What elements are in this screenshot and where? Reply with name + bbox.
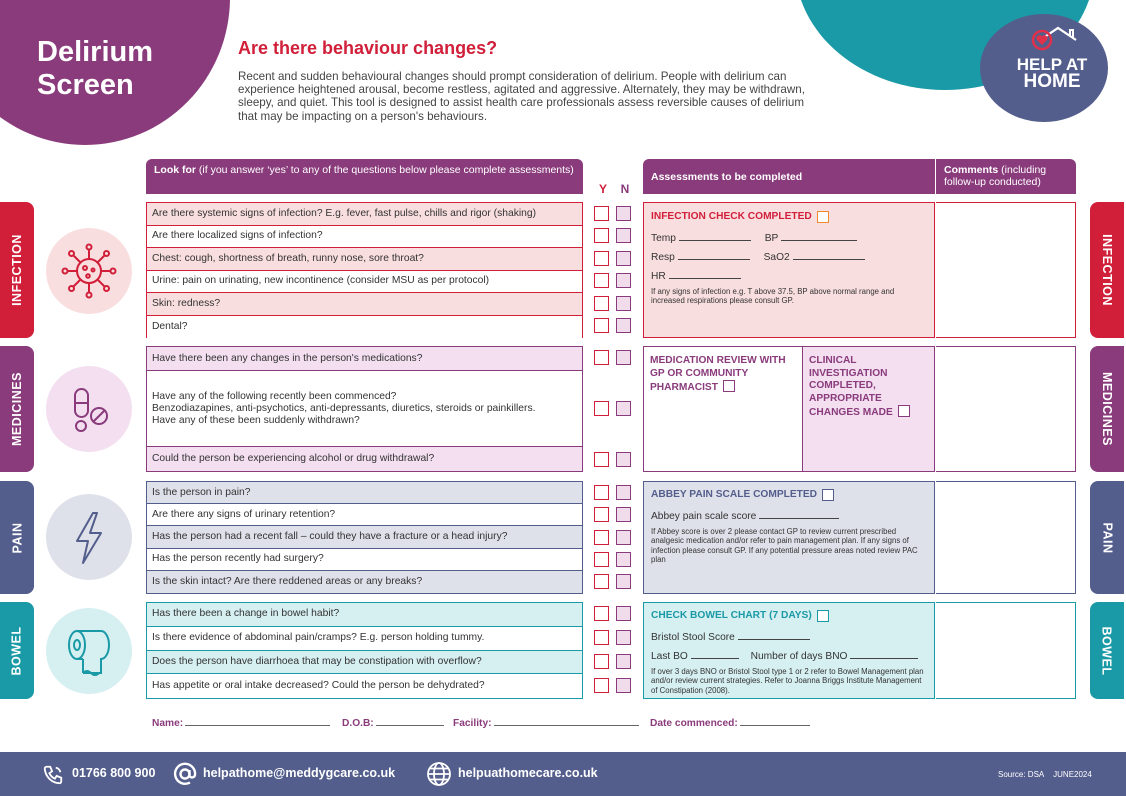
question-row: Does the person have diarrhoea that may be constipation with overflow? bbox=[147, 651, 582, 675]
bowel-comments[interactable] bbox=[936, 602, 1076, 699]
no-checkbox[interactable] bbox=[616, 318, 631, 333]
dob-field[interactable] bbox=[376, 717, 444, 726]
yes-checkbox[interactable] bbox=[594, 678, 609, 693]
yes-checkbox[interactable] bbox=[594, 401, 609, 416]
no-checkbox[interactable] bbox=[616, 206, 631, 221]
look-for-header: Look for (if you answer ‘yes’ to any of the questions below please complete assessments) bbox=[146, 159, 583, 194]
abbey-pain-checkbox[interactable] bbox=[822, 489, 834, 501]
lightning-bolt-icon bbox=[59, 507, 119, 567]
question-row: Has the person recently had surgery? bbox=[147, 549, 582, 571]
medication-review-checkbox[interactable] bbox=[723, 380, 735, 392]
source-note: Source: DSA JUNE2024 bbox=[998, 770, 1092, 779]
question-row: Urine: pain on urinating, new incontinence (consider MSU as per protocol) bbox=[147, 271, 582, 294]
temp-field[interactable] bbox=[679, 231, 751, 241]
pain-note: If Abbey score is over 2 please contact GP to review current prescribed analgesic medication and/or refer to pain management plan. If any signs of infection please consult GP. If any potential pressure areas noted review PAC plan bbox=[651, 526, 918, 565]
pain-tab: PAIN bbox=[0, 481, 34, 594]
no-checkbox[interactable] bbox=[616, 296, 631, 311]
question-row: Has the person had a recent fall – could they have a fracture or a head injury? bbox=[147, 526, 582, 548]
no-column-header: N bbox=[620, 182, 630, 196]
yes-checkbox[interactable] bbox=[594, 552, 609, 567]
email-address: helpathome@meddygcare.co.uk bbox=[203, 766, 396, 780]
no-checkbox[interactable] bbox=[616, 552, 631, 567]
question-row: Could the person be experiencing alcohol or drug withdrawal? bbox=[147, 447, 582, 471]
yes-checkbox[interactable] bbox=[594, 228, 609, 243]
infection-tab-right: INFECTION bbox=[1090, 202, 1124, 338]
virus-icon bbox=[59, 241, 119, 301]
last-bo-field[interactable] bbox=[691, 649, 739, 659]
question-row: Is there evidence of abdominal pain/cramps? E.g. person holding tummy. bbox=[147, 627, 582, 651]
pain-icon-circle bbox=[46, 494, 132, 580]
question-row: Dental? bbox=[147, 316, 582, 339]
at-sign-icon bbox=[172, 761, 198, 787]
yes-checkbox[interactable] bbox=[594, 452, 609, 467]
bowel-assessment: CHECK BOWEL CHART (7 DAYS) Bristol Stool Score Last BO Number of days BNO If over 3 days BNO or Bristol Stool type 1 or 2 refer to Bowel Management plan and/or review current strategies. Refer to Joanna Briggs Institute Management of Constipation (2008). bbox=[643, 602, 935, 699]
intro-paragraph: Recent and sudden behavioural changes should prompt consideration of delirium. People with delirium can experience heightened arousal, become restless, agitated and aggressive. Alternately, they may be withdrawn, sleepy, and quiet. This tool is designed to assist health care professionals assess reversible causes of delirium that may be impacting on a person's behaviours. bbox=[238, 70, 805, 123]
globe-icon bbox=[426, 761, 452, 787]
sao2-field[interactable] bbox=[793, 250, 865, 260]
infection-note: If any signs of infection e.g. T above 37.5, BP above normal range and increased respirations please consult GP. bbox=[651, 286, 895, 306]
yes-checkbox[interactable] bbox=[594, 606, 609, 621]
help-at-home-logo: HELP AT HOME bbox=[1012, 30, 1092, 100]
no-checkbox[interactable] bbox=[616, 507, 631, 522]
bp-field[interactable] bbox=[781, 231, 857, 241]
question-row: Have any of the following recently been commenced? Benzodiazapines, anti-psychotics, anti-depressants, diuretics, steroids or painkillers. Have any of these been suddenly withdrawn? bbox=[147, 371, 582, 447]
footer-bar bbox=[0, 752, 1126, 796]
section-heading: Are there behaviour changes? bbox=[238, 38, 498, 58]
yes-checkbox[interactable] bbox=[594, 251, 609, 266]
bowel-note: If over 3 days BNO or Bristol Stool type 1 or 2 refer to Bowel Management plan and/or review current strategies. Refer to Joanna Briggs Institute Management of Constipation (2008). bbox=[651, 666, 924, 695]
no-checkbox[interactable] bbox=[616, 273, 631, 288]
infection-comments[interactable] bbox=[936, 202, 1076, 338]
question-row: Chest: cough, shortness of breath, runny nose, sore throat? bbox=[147, 248, 582, 271]
hr-field[interactable] bbox=[669, 269, 741, 279]
no-checkbox[interactable] bbox=[616, 452, 631, 467]
yes-checkbox[interactable] bbox=[594, 507, 609, 522]
yes-checkbox[interactable] bbox=[594, 530, 609, 545]
infection-assessment: INFECTION CHECK COMPLETED Temp BP Resp SaO2 HR If any signs of infection e.g. T above 37.5, BP above normal range and increased respirations please consult GP. bbox=[643, 202, 935, 338]
name-field[interactable] bbox=[185, 717, 330, 726]
no-checkbox[interactable] bbox=[616, 485, 631, 500]
bowel-tab: BOWEL bbox=[0, 602, 34, 699]
infection-tab: INFECTION bbox=[0, 202, 34, 338]
page-title: Delirium Screen bbox=[37, 36, 154, 101]
clinical-investigation-checkbox[interactable] bbox=[898, 405, 910, 417]
days-bno-field[interactable] bbox=[850, 649, 918, 659]
medicines-icon-circle bbox=[46, 366, 132, 452]
toilet-roll-icon bbox=[59, 621, 119, 681]
facility-field[interactable] bbox=[494, 717, 639, 726]
pain-tab-right: PAIN bbox=[1090, 481, 1124, 594]
abbey-score-field[interactable] bbox=[759, 509, 839, 519]
yes-checkbox[interactable] bbox=[594, 206, 609, 221]
date-commenced-field[interactable] bbox=[740, 717, 810, 726]
bowel-icon-circle bbox=[46, 608, 132, 694]
medicines-tab: MEDICINES bbox=[0, 346, 34, 472]
resp-field[interactable] bbox=[678, 250, 750, 260]
yes-checkbox[interactable] bbox=[594, 630, 609, 645]
yes-checkbox[interactable] bbox=[594, 273, 609, 288]
question-row: Are there systemic signs of infection? E.g. fever, fast pulse, chills and rigor (shaking) bbox=[147, 203, 582, 226]
no-checkbox[interactable] bbox=[616, 350, 631, 365]
question-row: Are there any signs of urinary retention? bbox=[147, 504, 582, 526]
question-row: Has there been a change in bowel habit? bbox=[147, 603, 582, 627]
yes-checkbox[interactable] bbox=[594, 296, 609, 311]
medicines-assessment: MEDICATION REVIEW WITH GP OR COMMUNITY PHARMACIST CLINICAL INVESTIGATION COMPLETED, APPROPRIATE CHANGES MADE bbox=[643, 346, 935, 472]
bowel-tab-right: BOWEL bbox=[1090, 602, 1124, 699]
infection-check-checkbox[interactable] bbox=[817, 211, 829, 223]
yes-checkbox[interactable] bbox=[594, 350, 609, 365]
medicines-comments[interactable] bbox=[936, 346, 1076, 472]
question-row: Has appetite or oral intake decreased? Could the person be dehydrated? bbox=[147, 674, 582, 698]
question-row: Is the person in pain? bbox=[147, 482, 582, 504]
bowel-questions bbox=[146, 602, 583, 699]
pain-assessment: ABBEY PAIN SCALE COMPLETED Abbey pain scale score If Abbey score is over 2 please contact GP to review current prescribed analgesic medication and/or refer to pain management plan. If any signs of infection please consult GP. If any potential pressure areas noted review PAC plan bbox=[643, 481, 935, 594]
yes-checkbox[interactable] bbox=[594, 654, 609, 669]
no-checkbox[interactable] bbox=[616, 654, 631, 669]
pain-questions bbox=[146, 481, 583, 594]
comments-header: Comments (including follow-up conducted) bbox=[936, 159, 1076, 194]
yes-column-header: Y bbox=[598, 182, 607, 196]
pain-comments[interactable] bbox=[936, 481, 1076, 594]
no-checkbox[interactable] bbox=[616, 251, 631, 266]
medicines-questions bbox=[146, 346, 583, 472]
question-row: Have there been any changes in the person's medications? bbox=[147, 347, 582, 371]
bowel-chart-checkbox[interactable] bbox=[817, 610, 829, 622]
question-row: Skin: redness? bbox=[147, 293, 582, 316]
infection-questions bbox=[146, 202, 583, 338]
no-checkbox[interactable] bbox=[616, 228, 631, 243]
question-row: Are there localized signs of infection? bbox=[147, 226, 582, 249]
no-checkbox[interactable] bbox=[616, 530, 631, 545]
no-checkbox[interactable] bbox=[616, 574, 631, 589]
yes-checkbox[interactable] bbox=[594, 574, 609, 589]
infection-icon-circle bbox=[46, 228, 132, 314]
phone-icon bbox=[42, 764, 64, 786]
phone-number: 01766 800 900 bbox=[72, 766, 156, 780]
website-url: helpuathomecare.co.uk bbox=[458, 766, 598, 780]
house-heart-icon bbox=[1018, 26, 1082, 54]
yes-checkbox[interactable] bbox=[594, 318, 609, 333]
pills-icon bbox=[59, 379, 119, 439]
assessments-header: Assessments to be completed bbox=[643, 159, 935, 194]
medicines-tab-right: MEDICINES bbox=[1090, 346, 1124, 472]
question-row: Is the skin intact? Are there reddened areas or any breaks? bbox=[152, 575, 423, 587]
no-checkbox[interactable] bbox=[616, 678, 631, 693]
yes-checkbox[interactable] bbox=[594, 485, 609, 500]
no-checkbox[interactable] bbox=[616, 606, 631, 621]
no-checkbox[interactable] bbox=[616, 630, 631, 645]
bristol-stool-field[interactable] bbox=[738, 630, 810, 640]
no-checkbox[interactable] bbox=[616, 401, 631, 416]
